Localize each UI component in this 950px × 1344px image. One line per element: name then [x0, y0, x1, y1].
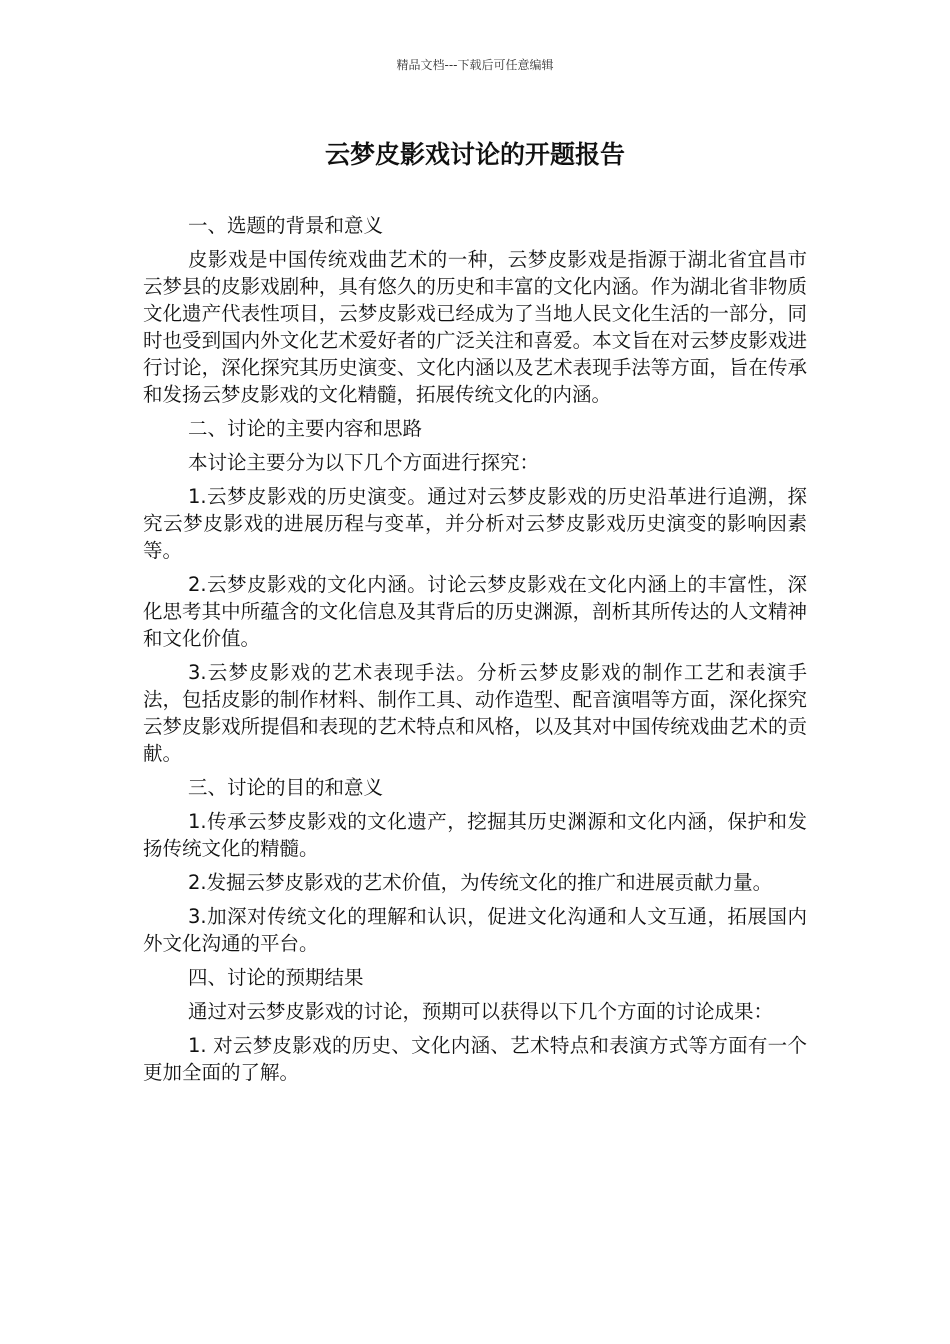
section-heading-4: 四、讨论的预期结果 [188, 966, 364, 989]
paragraph: 本讨论主要分为以下几个方面进行探究： [188, 451, 540, 474]
document-title: 云梦皮影戏讨论的开题报告 [324, 140, 625, 169]
section-heading-1: 一、选题的背景和意义 [188, 214, 384, 237]
paragraph: 1.云梦皮影戏的历史演变。通过对云梦皮影戏的历史沿革进行追溯，探究云梦皮影戏的进展历程与变革，并分析对云梦皮影戏历史演变的影响因素等。 [143, 485, 807, 562]
section-heading-2: 二、讨论的主要内容和思路 [188, 417, 423, 440]
paragraph: 1.传承云梦皮影戏的文化遗产，挖掘其历史渊源和文化内涵，保护和发扬传统文化的精髓。 [143, 810, 807, 860]
paragraph: 3.云梦皮影戏的艺术表现手法。分析云梦皮影戏的制作工艺和表演手法，包括皮影的制作材料、制作工具、动作造型、配音演唱等方面，深化探究云梦皮影戏所提倡和表现的艺术特点和风格，以及其对中国传统戏曲艺术的贡献。 [143, 661, 807, 765]
document-body [143, 212, 807, 1093]
paragraph: 皮影戏是中国传统戏曲艺术的一种，云梦皮影戏是指源于湖北省宜昌市云梦县的皮影戏剧种，具有悠久的历史和丰富的文化内涵。作为湖北省非物质文化遗产代表性项目，云梦皮影戏已经成为了当地人民文化生活的一部分，同时也受到国内外文化艺术爱好者的广泛关注和喜爱。本文旨在对云梦皮影戏进行讨论，深化探究其历史演变、文化内涵以及艺术表现手法等方面，旨在传承和发扬云梦皮影戏的文化精髓，拓展传统文化的内涵。 [143, 248, 807, 406]
paragraph: 2.发掘云梦皮影戏的艺术价值，为传统文化的推广和进展贡献力量。 [188, 871, 773, 894]
paragraph: 2.云梦皮影戏的文化内涵。讨论云梦皮影戏在文化内涵上的丰富性，深化思考其中所蕴含的文化信息及其背后的历史渊源，剖析其所传达的人文精神和文化价值。 [143, 573, 807, 650]
paragraph: 通过对云梦皮影戏的讨论，预期可以获得以下几个方面的讨论成果： [188, 1000, 774, 1023]
page-header: 精品文档---下载后可任意编辑 [396, 58, 554, 72]
paragraph: 3.加深对传统文化的理解和认识，促进文化沟通和人文互通，拓展国内外文化沟通的平台。 [143, 905, 807, 955]
paragraph: 1. 对云梦皮影戏的历史、文化内涵、艺术特点和表演方式等方面有一个更加全面的了解。 [143, 1034, 807, 1084]
section-heading-3: 三、讨论的目的和意义 [188, 776, 384, 799]
